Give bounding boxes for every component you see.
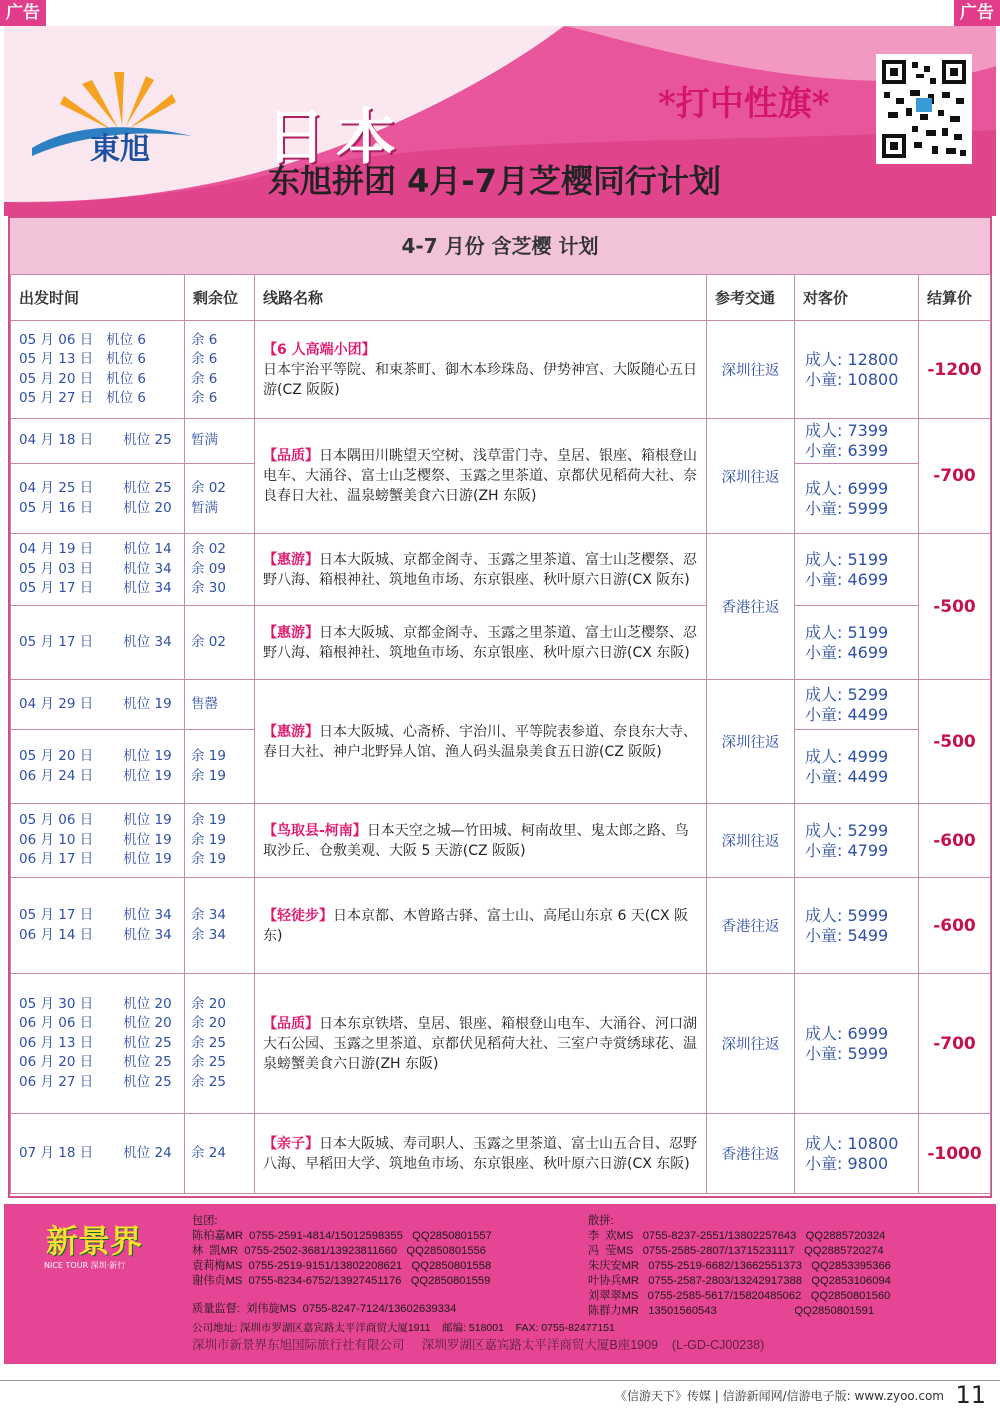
- table-row: [11, 1114, 991, 1194]
- seats-left: 余 24: [185, 1114, 255, 1194]
- publication-source[interactable]: 《信游天下》传媒 | 信游新闻网/信游电子版: www.zyoo.com: [614, 1389, 944, 1403]
- route-name: 日本天空之城—竹田城、柯南故里、鬼太郎之路、鸟取沙丘、仓敷美观、大阪 5 天游(CZ 阪阪): [263, 822, 689, 859]
- route-tag: 【惠游】: [263, 723, 319, 740]
- quality-supervisor: 质量监督: 刘伟旋MS 0755-8247-7124/13602639334: [192, 1303, 457, 1315]
- departure-dates: 04 月 25 日 机位 25 05 月 16 日 机位 20: [11, 464, 185, 534]
- page-subtitle: 东旭拼团 4月-7月芝樱同行计划: [268, 162, 721, 200]
- table-row: [11, 321, 991, 419]
- transport: 香港往返: [707, 1114, 795, 1194]
- route-name: 日本隅田川眺望天空树、浅草雷门寺、皇居、银座、箱根登山电车、大涌谷、富士山芝樱祭、玉露之里茶道、京都伏见稻荷大社、奈良春日大社、温泉螃蟹美食六日游(ZH 东阪): [263, 448, 697, 504]
- settle-price: -500: [919, 680, 991, 804]
- nice-tour-logo: 新景界: [45, 1222, 142, 1260]
- route-tag: 【品质】: [263, 448, 319, 464]
- table-row: [11, 804, 991, 878]
- seats-left: 余 6 余 6 余 6 余 6: [185, 321, 255, 419]
- col-header-customer-price: 对客价: [795, 275, 919, 321]
- customer-price: 成人: 6999 小童: 5999: [795, 464, 919, 534]
- route-cell[interactable]: [255, 680, 707, 804]
- route-name: 日本东京铁塔、皇居、银座、箱根登山电车、大涌谷、河口湖大石公园、玉露之里茶道、京都伏见稻荷大社、三室户寺赏绣球花、温泉螃蟹美食六日游(ZH 东阪): [263, 1015, 697, 1072]
- page-footer: [0, 1380, 1000, 1408]
- customer-price: 成人: 5199 小童: 4699: [795, 534, 919, 606]
- customer-price: 成人: 4999 小童: 4499: [795, 730, 919, 804]
- seats-left: 余 02 余 09 余 30: [185, 534, 255, 606]
- customer-price: 成人: 6999 小童: 5999: [795, 974, 919, 1114]
- departure-dates: 05 月 30 日 机位 20 06 月 06 日 机位 20 06 月 13 日 机位 25 06 月 20 日 机位 25 06 月 27 日 机位 25: [11, 974, 185, 1114]
- customer-price: 成人: 10800 小童: 9800: [795, 1114, 919, 1194]
- qr-code-icon[interactable]: [876, 54, 972, 164]
- customer-price: 成人: 5199 小童: 4699: [795, 606, 919, 680]
- departure-dates: 04 月 29 日 机位 19: [11, 680, 185, 730]
- header-banner: [4, 26, 996, 216]
- tour-table-container: [8, 216, 992, 1198]
- col-header-settle-price: 结算价: [919, 275, 991, 321]
- settle-price: -700: [919, 974, 991, 1114]
- brand-logo: [22, 66, 202, 176]
- group-tour-contacts: 散拼: 李 欢MS 0755-8237-2551/13802257643 QQ2885720324 冯 莹MS 0755-2585-2807/13715231117 QQ2885720274 朱庆安MR 0755-2519-6682/13662551373 QQ2853395366 叶协兵MR 0755-2587-2803/13242917388 QQ2853106094 刘翠翠MS 0755-2585-5617/15820485062 QQ2850801560 陈群力MR 13501560543 QQ2850801591: [588, 1215, 891, 1317]
- transport: 深圳往返: [707, 321, 795, 419]
- departure-dates: 05 月 17 日 机位 34: [11, 606, 185, 680]
- col-header-route: 线路名称: [255, 275, 707, 321]
- route-tag: 【6 人高端小团】: [263, 341, 376, 358]
- transport: 深圳往返: [707, 419, 795, 534]
- route-name: 日本大阪城、京都金阁寺、玉露之里茶道、富士山芝樱祭、忍野八海、箱根神社、筑地鱼市场、东京银座、秋叶原六日游(CX 阪东): [263, 551, 697, 588]
- settle-price: -1200: [919, 321, 991, 419]
- tour-schedule-table: [10, 274, 991, 1194]
- settle-price: -600: [919, 878, 991, 974]
- departure-dates: 05 月 17 日 机位 34 06 月 14 日 机位 34: [11, 878, 185, 974]
- table-header-row: [11, 275, 991, 321]
- table-row: [11, 606, 991, 680]
- seats-left: 余 02 暂满: [185, 464, 255, 534]
- seats-left: 余 20 余 20 余 25 余 25 余 25: [185, 974, 255, 1114]
- departure-dates: 05 月 20 日 机位 19 06 月 24 日 机位 19: [11, 730, 185, 804]
- transport: 深圳往返: [707, 804, 795, 878]
- seats-left: 余 19 余 19 余 19: [185, 804, 255, 878]
- departure-dates: 05 月 06 日 机位 19 06 月 10 日 机位 19 06 月 17 日 机位 19: [11, 804, 185, 878]
- slogan: *打中性旗*: [658, 84, 830, 124]
- nice-tour-logo-sub: NICE TOUR 深圳·新行: [44, 1261, 126, 1270]
- seats-left: 余 02: [185, 606, 255, 680]
- customer-price: 成人: 12800 小童: 10800: [795, 321, 919, 419]
- route-tag: 【鸟取县-柯南】: [263, 822, 367, 839]
- customer-price: 成人: 7399 小童: 6399: [795, 419, 919, 464]
- transport: 香港往返: [707, 878, 795, 974]
- country-title: 日本: [266, 103, 406, 173]
- departure-dates: 04 月 19 日 机位 14 05 月 03 日 机位 34 05 月 17 日 机位 34: [11, 534, 185, 606]
- route-tag: 【轻徒步】: [263, 907, 333, 924]
- departure-dates: 07 月 18 日 机位 24: [11, 1114, 185, 1194]
- route-name: 日本大阪城、京都金阁寺、玉露之里茶道、富士山芝樱祭、忍野八海、箱根神社、筑地鱼市场、东京银座、秋叶原六日游(CX 东阪): [263, 624, 697, 661]
- customer-price: 成人: 5299 小童: 4799: [795, 804, 919, 878]
- route-tag: 【惠游】: [263, 624, 319, 641]
- seats-left: 暂满: [185, 419, 255, 464]
- charter-contacts: 包团: 陈柏嘉MR 0755-2591-4814/15012598355 QQ2850801557 林 凯MR 0755-2502-3681/13923811660 QQ2850801556 袁莉梅MS 0755-2519-9151/13802208621 QQ2850801558 谢伟贞MS 0755-8234-6752/13927451176 QQ2850801559: [192, 1215, 492, 1287]
- customer-price: 成人: 5999 小童: 5499: [795, 878, 919, 974]
- transport: 深圳往返: [707, 974, 795, 1114]
- ad-label-left: 广告: [0, 0, 46, 26]
- route-cell[interactable]: [255, 804, 707, 878]
- route-tag: 【惠游】: [263, 551, 319, 568]
- route-cell[interactable]: [255, 606, 707, 680]
- seats-left: 余 34 余 34: [185, 878, 255, 974]
- route-name: 日本大阪城、寿司职人、玉露之里茶道、富士山五合目、忍野八海、早稻田大学、筑地鱼市场、东京银座、秋叶原六日游(CX 东阪): [263, 1135, 697, 1172]
- seats-left: 售罄: [185, 680, 255, 730]
- transport: 香港往返: [707, 534, 795, 680]
- settle-price: -700: [919, 419, 991, 534]
- departure-dates: 04 月 18 日 机位 25: [11, 419, 185, 464]
- transport: 深圳往返: [707, 680, 795, 804]
- table-banner: 4-7 月份 含芝樱 计划: [10, 218, 990, 274]
- col-header-seats: 剩余位: [185, 275, 255, 321]
- table-row: [11, 534, 991, 606]
- customer-price: 成人: 5299 小童: 4499: [795, 680, 919, 730]
- company-address: 公司地址: 深圳市罗湖区嘉宾路太平洋商贸大厦1911 邮编: 518001 FAX: 0755-82477151: [192, 1322, 615, 1334]
- route-name: 日本京都、木曾路古驿、富士山、高尾山东京 6 天(CX 阪东): [263, 907, 689, 944]
- departure-dates: 05 月 06 日 机位 6 05 月 13 日 机位 6 05 月 20 日 机位 6 05 月 27 日 机位 6: [11, 321, 185, 419]
- route-cell[interactable]: [255, 1114, 707, 1194]
- brand-logo-text: 東旭: [90, 132, 150, 167]
- route-cell[interactable]: [255, 974, 707, 1114]
- route-tag: 【亲子】: [263, 1135, 319, 1152]
- footer-contacts: [4, 1204, 996, 1364]
- settle-price: -1000: [919, 1114, 991, 1194]
- ad-label-right: 广告: [954, 0, 1000, 26]
- route-cell[interactable]: [255, 321, 707, 419]
- route-cell[interactable]: [255, 534, 707, 606]
- page-number: 11: [955, 1381, 986, 1408]
- route-name: 日本大阪城、心斋桥、宇治川、平等院表参道、奈良东大寺、春日大社、神户北野异人馆、渔人码头温泉美食五日游(CZ 阪阪): [263, 723, 697, 760]
- table-row: [11, 419, 991, 464]
- route-cell[interactable]: [255, 878, 707, 974]
- route-tag: 【品质】: [263, 1015, 319, 1032]
- route-cell[interactable]: [255, 419, 707, 534]
- company-name: 深圳市新景界东旭国际旅行社有限公司 深圳罗湖区嘉宾路太平洋商贸大厦B座1909 (L-GD-CJ00238): [192, 1338, 765, 1352]
- table-row: [11, 878, 991, 974]
- table-row: [11, 680, 991, 730]
- settle-price: -500: [919, 534, 991, 680]
- seats-left: 余 19 余 19: [185, 730, 255, 804]
- table-row: [11, 974, 991, 1114]
- col-header-transport: 参考交通: [707, 275, 795, 321]
- settle-price: -600: [919, 804, 991, 878]
- col-header-departure: 出发时间: [11, 275, 185, 321]
- route-name: 日本宇治平等院、和束茶町、御木本珍珠岛、伊势神宫、大阪随心五日游(CZ 阪阪): [263, 361, 697, 398]
